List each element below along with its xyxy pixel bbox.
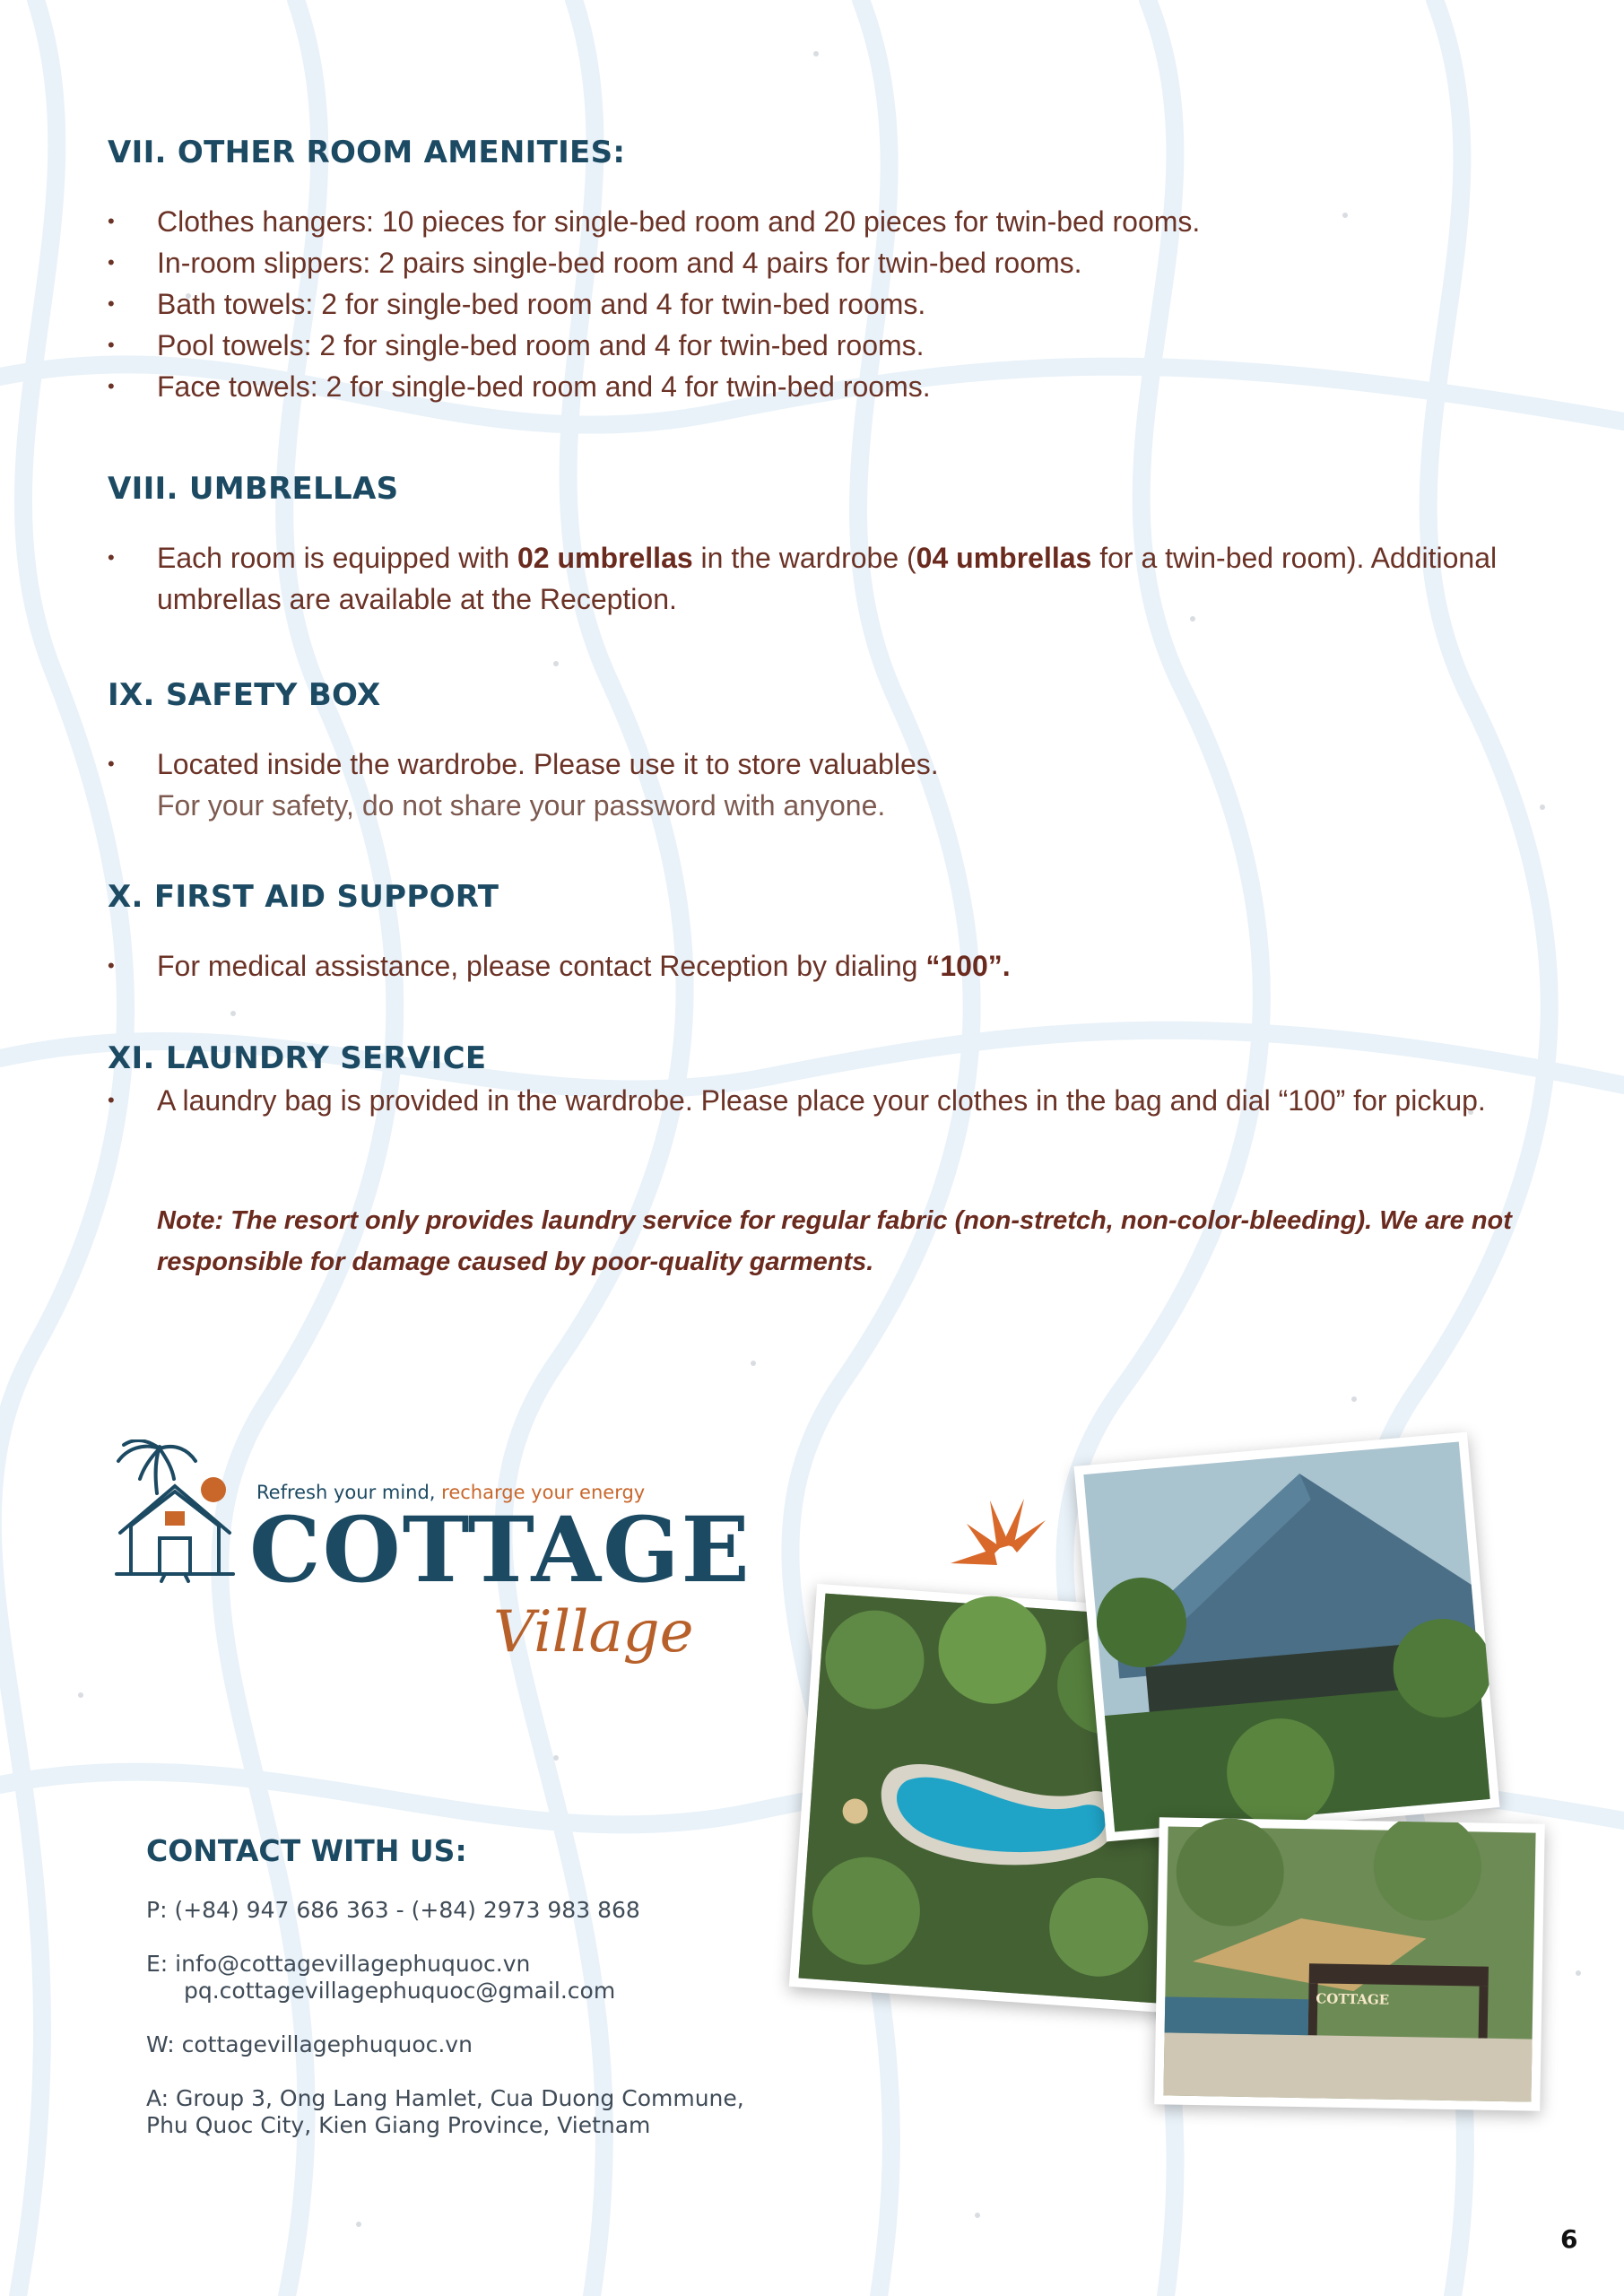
list-item: • Clothes hangers: 10 pieces for single-bed room and 20 pieces for twin-bed rooms. (108, 201, 1507, 242)
contact-address-2: Phu Quoc City, Kien Giang Province, Vietnam (146, 2112, 651, 2138)
section-laundry (108, 1040, 1507, 1121)
section-other-room-amenities (108, 135, 1507, 407)
contact-email-2: pq.cottagevillagephuquoc@gmail.com (184, 1978, 616, 2004)
contact-title: CONTACT WITH US: (146, 1833, 467, 1868)
section-safety-box (108, 677, 1507, 826)
laundry-list (108, 1080, 1507, 1121)
tagline-part-2: recharge your energy (441, 1482, 646, 1503)
umbrellas-list (108, 537, 1507, 620)
tagline-part-1: Refresh your mind, (256, 1482, 442, 1503)
first-aid-text: For medical assistance, please contact Reception by dialing (157, 950, 926, 982)
umbrellas-count-twin: 04 umbrellas (916, 542, 1092, 574)
sunburst-icon (951, 1493, 1049, 1578)
first-aid-number: “100”. (925, 950, 1011, 982)
brand-subtitle: Village (493, 1599, 694, 1665)
contact-phone: P: (+84) 947 686 363 - (+84) 2973 983 868 (146, 1897, 640, 1923)
page-number: 6 (1560, 2224, 1578, 2254)
list-item: • A laundry bag is provided in the wardrobe. Please place your clothes in the bag and dial “100” for pickup. (108, 1080, 1507, 1121)
list-item: • Pool towels: 2 for single-bed room and 4 for twin-bed rooms. (108, 325, 1507, 366)
list-item (108, 945, 1507, 987)
list-item: • Face towels: 2 for single-bed room and 4 for twin-bed rooms. (108, 366, 1507, 407)
section-umbrellas (108, 471, 1507, 620)
umbrellas-count-single: 02 umbrellas (517, 542, 693, 574)
entrance-gate-image (1154, 1817, 1545, 2110)
umbrellas-text-3: for a twin-bed room). Additional umbrellas are available at the Reception. (157, 542, 1498, 615)
heading-first-aid: X. FIRST AID SUPPORT (108, 879, 499, 915)
contact-address (146, 2085, 828, 2139)
list-item (108, 744, 1507, 826)
umbrellas-text-1: Each room is equipped with (157, 542, 517, 574)
heading-other-room-amenities: VII. OTHER ROOM AMENITIES: (108, 135, 626, 170)
villa-roof-image (1074, 1432, 1500, 1842)
heading-safety-box: IX. SAFETY BOX (108, 677, 381, 713)
heading-laundry: XI. LAUNDRY SERVICE (108, 1040, 487, 1076)
first-aid-list (108, 945, 1507, 987)
safety-box-list (108, 744, 1507, 826)
safety-box-subline: For your safety, do not share your password with anyone. (157, 789, 886, 822)
contact-email (146, 1951, 828, 2005)
gate-sign: COTTAGE (1316, 1990, 1390, 2008)
amenities-list (108, 201, 1507, 407)
list-item (108, 537, 1507, 620)
brand-name: COTTAGE (249, 1497, 751, 1603)
section-first-aid (108, 879, 1507, 987)
house-palm-icon (108, 1439, 242, 1583)
photo-villa-roof (1074, 1432, 1500, 1842)
contact-block (146, 1833, 828, 2166)
heading-umbrellas: VIII. UMBRELLAS (108, 471, 399, 507)
photo-entrance-gate (1154, 1817, 1545, 2110)
cottage-village-logo (108, 1439, 751, 1673)
safety-box-text: Located inside the wardrobe. Please use it to store valuables. (157, 748, 939, 780)
list-item: • Bath towels: 2 for single-bed room and 4 for twin-bed rooms. (108, 283, 1507, 325)
contact-email-1: E: info@cottagevillagephuquoc.vn (146, 1951, 531, 1977)
umbrellas-text-2: in the wardrobe ( (692, 542, 916, 574)
laundry-note: Note: The resort only provides laundry service for regular fabric (non-stretch, non-color-bleeding). We are not responsible for damage caused by poor-quality garments. (157, 1206, 1512, 1276)
list-item: • In-room slippers: 2 pairs single-bed room and 4 pairs for twin-bed rooms. (108, 242, 1507, 283)
contact-address-1: A: Group 3, Ong Lang Hamlet, Cua Duong Commune, (146, 2085, 744, 2111)
contact-website: W: cottagevillagephuquoc.vn (146, 2031, 473, 2057)
